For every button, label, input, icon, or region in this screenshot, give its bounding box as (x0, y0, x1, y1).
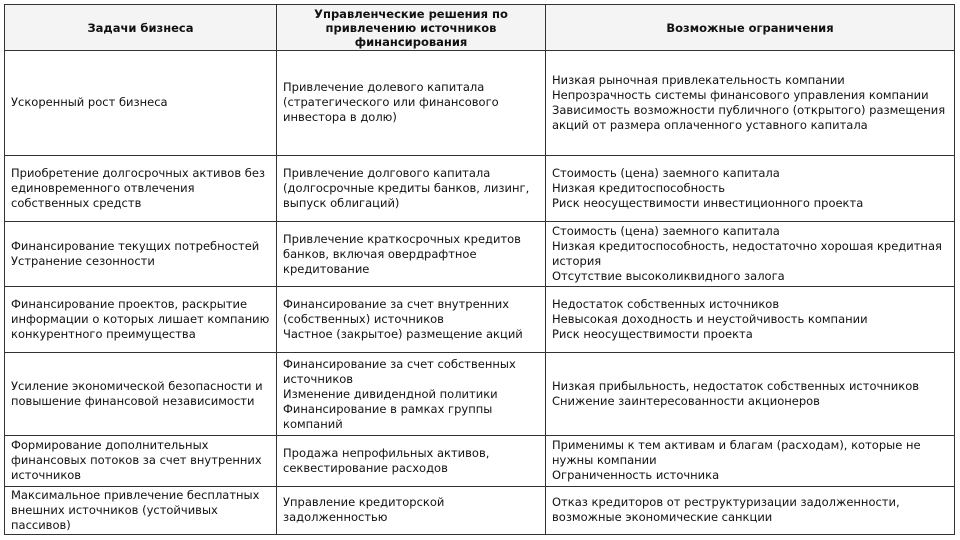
cell-text-line: Отсутствие высоколиквидного залога (552, 269, 785, 284)
cell-text-line: Низкая кредитоспособность, недостаточно хорошая кредитная история (552, 239, 946, 269)
cell-text-line: Отказ кредиторов от реструктуризации задолженности, возможные экономические санкции (552, 495, 904, 525)
cell-text-line: Непрозрачность системы финансового управления компании (552, 87, 929, 102)
cell-business-task (5, 155, 277, 222)
table-row (5, 222, 955, 287)
cell-management-decision (277, 436, 546, 486)
table-row (5, 286, 955, 353)
header-business-tasks: Задачи бизнеса (5, 5, 277, 51)
cell-business-task (5, 353, 277, 436)
table-row (5, 436, 955, 486)
table-row (5, 51, 955, 156)
cell-management-decision (277, 222, 546, 287)
cell-limitations (546, 486, 955, 534)
cell-text-line: Устранение сезонности (11, 254, 155, 269)
cell-text-line: Риск неосуществимости инвестиционного проекта (552, 196, 864, 211)
cell-business-task (5, 286, 277, 353)
table-row (5, 155, 955, 222)
cell-text-line: Низкая кредитоспособность (552, 181, 725, 196)
cell-management-decision (277, 353, 546, 436)
table-header-row (5, 5, 955, 51)
cell-text-line: Стоимость (цена) заемного капитала (552, 166, 780, 181)
cell-text-line: Применимы к тем активам и благам (расходам), которые не нужны компании (552, 438, 925, 468)
cell-text-line: Привлечение долгового капитала (долгосрочные кредиты банков, лизинг, выпуск облигаций) (283, 166, 533, 211)
cell-limitations (546, 51, 955, 156)
cell-business-task (5, 222, 277, 287)
cell-text-line: Финансирование за счет собственных источников (283, 356, 520, 386)
cell-limitations (546, 155, 955, 222)
cell-management-decision (277, 155, 546, 222)
cell-text-line: Низкая прибыльность, недостаток собственных источников (552, 379, 920, 394)
cell-limitations (546, 353, 955, 436)
cell-text-line: Низкая рыночная привлекательность компании (552, 72, 845, 87)
cell-management-decision (277, 486, 546, 534)
cell-text-line: Снижение заинтересованности акционеров (552, 394, 820, 409)
cell-text-line: Ограниченность источника (552, 468, 720, 483)
cell-text-line: Привлечение краткосрочных кредитов банков, включая овердрафтное кредитование (283, 231, 525, 276)
table-row (5, 353, 955, 436)
cell-limitations (546, 436, 955, 486)
cell-text-line: Ускоренный рост бизнеса (11, 95, 168, 110)
cell-text-line: Частное (закрытое) размещение акций (283, 327, 523, 342)
cell-text-line: Усиление экономической безопасности и повышение финансовой независимости (11, 379, 267, 409)
financing-table-container (4, 4, 954, 535)
cell-text-line: Привлечение долевого капитала (стратегического или финансового инвестора в долю) (283, 80, 503, 125)
cell-text-line: Стоимость (цена) заемного капитала (552, 224, 780, 239)
cell-text-line: Максимальное привлечение бесплатных внешних источников (устойчивых пассивов) (11, 487, 264, 532)
cell-text-line: Финансирование проектов, раскрытие информации о которых лишает компанию конкурентного преимущества (11, 297, 273, 342)
cell-business-task (5, 436, 277, 486)
cell-text-line: Формирование дополнительных финансовых потоков за счет внутренних источников (11, 438, 266, 483)
cell-business-task (5, 51, 277, 156)
header-possible-limitations: Возможные ограничения (546, 5, 955, 51)
cell-text-line: Невысокая доходность и неустойчивость компании (552, 312, 868, 327)
table-body (5, 51, 955, 535)
cell-text-line: Риск неосуществимости проекта (552, 327, 753, 342)
cell-text-line: Управление кредиторской задолженностью (283, 495, 449, 525)
financing-decisions-table (4, 4, 955, 535)
cell-limitations (546, 286, 955, 353)
cell-text-line: Финансирование текущих потребностей (11, 239, 260, 254)
header-management-decisions: Управленческие решения по привлечению источников финансирования (277, 5, 546, 51)
cell-text-line: Продажа непрофильных активов, секвестирование расходов (283, 445, 494, 475)
cell-text-line: Изменение дивидендной политики (283, 386, 498, 401)
cell-management-decision (277, 286, 546, 353)
cell-text-line: Приобретение долгосрочных активов без единовременного отвлечения собственных средств (11, 166, 269, 211)
cell-text-line: Финансирование за счет внутренних (собственных) источников (283, 297, 513, 327)
table-row (5, 486, 955, 534)
cell-text-line: Финансирование в рамках группы компаний (283, 401, 496, 431)
cell-limitations (546, 222, 955, 287)
cell-management-decision (277, 51, 546, 156)
cell-business-task (5, 486, 277, 534)
cell-text-line: Недостаток собственных источников (552, 297, 780, 312)
cell-text-line: Зависимость возможности публичного (открытого) размещения акций от размера оплаченного уставного капитала (552, 102, 949, 132)
